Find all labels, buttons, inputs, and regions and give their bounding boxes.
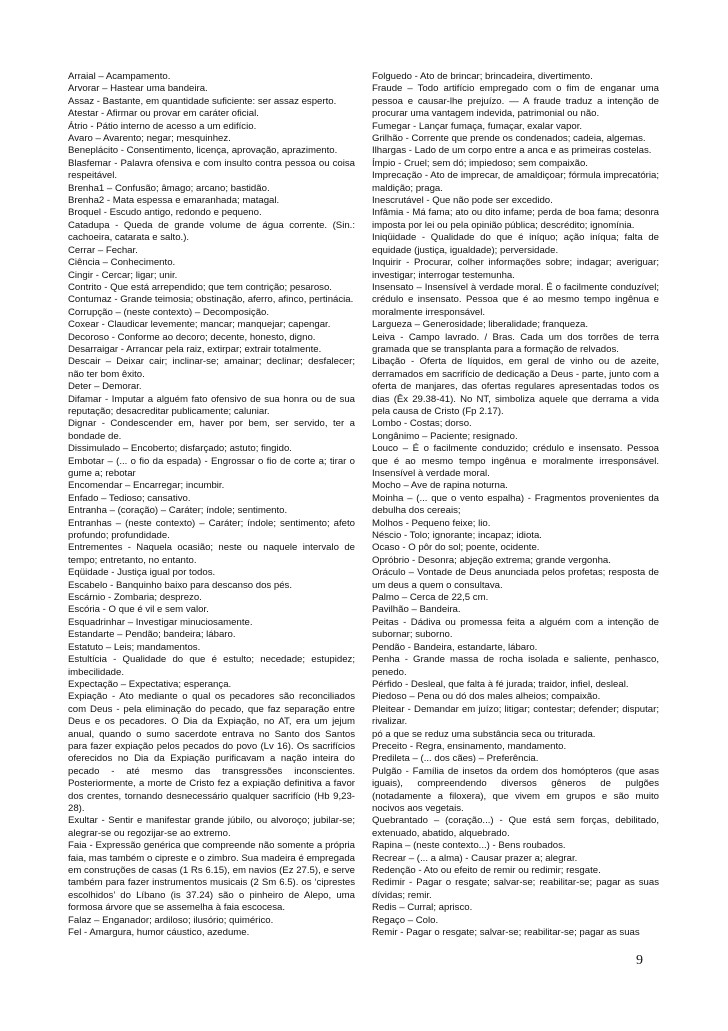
glossary-entry: Inquirir - Procurar, colher informações sobre; indagar; averiguar; investigar; interrogar testemunha. bbox=[372, 257, 659, 281]
glossary-column-left bbox=[68, 71, 355, 939]
glossary-entry: Entranhas – (neste contexto) – Caráter; índole; sentimento; afeto profundo; profundidade. bbox=[68, 517, 355, 542]
glossary-entry: Estultícia - Qualidade do que é estulto; necedade; estupidez; imbecilidade. bbox=[68, 654, 355, 678]
glossary-entry: Decoroso - Conforme ao decoro; decente, honesto, digno. bbox=[68, 331, 316, 343]
glossary-entry: Piedoso – Pena ou dó dos males alheios; compaixão. bbox=[372, 691, 601, 703]
glossary-entry: Pleitear - Demandar em juízo; litigar; contestar; defender; disputar; rivalizar. bbox=[372, 703, 659, 728]
page-number: 9 bbox=[636, 953, 643, 968]
glossary-entry: Descair – Deixar cair; inclinar-se; amainar; declinar; desfalecer; não ter bom êxito. bbox=[68, 356, 355, 380]
glossary-entry: Folguedo - Ato de brincar; brincadeira, divertimento. bbox=[372, 71, 593, 82]
glossary-entry: Fel - Amargura, humor cáustico, azedume. bbox=[68, 927, 250, 939]
glossary-entry: Quebrantado – (coração...) - Que está sem forças, debilitado, extenuado, abatido, alquebrado. bbox=[372, 815, 659, 839]
glossary-entry: Imprecação - Ato de imprecar, de amaldiçoar; fórmula imprecatória; maldição; praga. bbox=[372, 170, 659, 194]
glossary-entry: Ilhargas - Lado de um corpo entre a anca e as primeiras costelas. bbox=[372, 145, 652, 157]
glossary-entry: Insensato – Insensível à verdade moral. É o facilmente conduzível; crédulo e insensato. Pessoa que é ao mesmo tempo ingênua e moralmente irresponsável. bbox=[372, 281, 659, 318]
glossary-entry: Ocaso - O pôr do sol; poente, ocidente. bbox=[372, 542, 540, 554]
glossary-entry: Contrito - Que está arrependido; que tem contrição; pesaroso. bbox=[68, 281, 332, 293]
glossary-entry: Difamar - Imputar a alguém fato ofensivo de sua honra ou de sua reputação; desacreditar publicamente; caluniar. bbox=[68, 393, 355, 417]
glossary-entry: Inescrutável - Que não pode ser excedido. bbox=[372, 195, 553, 207]
glossary-entry: Encomendar – Encarregar; incumbir. bbox=[68, 480, 225, 492]
glossary-entry: Embotar – (... o fio da espada) - Engrossar o fio de corte a; tirar o gume a; rebotar bbox=[68, 455, 355, 479]
glossary-entry: Entrementes - Naquela ocasião; neste ou naquele intervalo de tempo; entretanto, no entanto. bbox=[68, 542, 355, 566]
glossary-entry: Desarraigar - Arrancar pela raiz, extirpar; extrair totalmente. bbox=[68, 343, 322, 355]
glossary-entry: Lombo - Costas; dorso. bbox=[372, 418, 472, 430]
glossary-entry: Expectação – Expectativa; esperança. bbox=[68, 678, 232, 690]
glossary-entry: Louco – É o facilmente conduzido; crédulo e insensato. Pessoa que é ao mesmo tempo ingênua e moralmente irresponsável. Insensível à verdade moral. bbox=[372, 443, 659, 479]
glossary-entry: Assaz - Bastante, em quantidade suficiente: ser assaz esperto. bbox=[68, 95, 337, 107]
glossary-entry: Pérfido - Desleal, que falta à fé jurada; traidor, infiel, desleal. bbox=[372, 678, 629, 690]
glossary-entry: Molhos - Pequeno feixe; lio. bbox=[372, 517, 491, 529]
glossary-entry: Preceito - Regra, ensinamento, mandamento. bbox=[372, 740, 567, 752]
glossary-entry: Esquadrinhar – Investigar minuciosamente. bbox=[68, 616, 253, 628]
glossary-entry: Dissimulado – Encoberto; disfarçado; astuto; fingido. bbox=[68, 443, 292, 455]
glossary-entry: Corrupção – (neste contexto) – Decomposição. bbox=[68, 306, 270, 318]
glossary-entry: Faia - Expressão genérica que compreende não somente a própria faia, mas também o cipreste e o zimbro. Sua madeira é empregada em construções de casas (1 Rs 6.15), em navios (Ez 27.5), e serve também para fazer instrumentos musicais (2 Sm 6.5). os ‘ciprestes escolhidos’ do Líbano (is 37.24) são o pinheiro de Alepo, uma formosa árvore que se assemelha à faia escocesa. bbox=[68, 840, 355, 914]
glossary-entry: Leiva - Campo lavrado. / Bras. Cada um dos torrões de terra gramada que se transplanta para a formação de relvados. bbox=[372, 331, 659, 355]
glossary-entry: Redis – Curral; aprisco. bbox=[372, 902, 473, 914]
glossary-entry: Broquel - Escudo antigo, redondo e pequeno. bbox=[68, 207, 262, 219]
glossary-entry: Néscio - Tolo; ignorante; incapaz; idiota. bbox=[372, 530, 542, 542]
glossary-entry: Deter – Demorar. bbox=[68, 381, 142, 393]
glossary-entry: Ciência – Conhecimento. bbox=[68, 257, 176, 269]
glossary-entry: Pulgão - Família de insetos da ordem dos homópteros (que asas iguais), compreendendo diversos gêneros de pulgões (notadamente a filoxera), que vivem em grupos e são muito nocivos aos vegetais. bbox=[372, 765, 659, 814]
glossary-entry: Ímpio - Cruel; sem dó; impiedoso; sem compaixão. bbox=[372, 157, 588, 169]
glossary-entry: Blasfemar - Palavra ofensiva e com insulto contra pessoa ou coisa respeitável. bbox=[68, 157, 355, 182]
glossary-entry: Cingir - Cercar; ligar; unir. bbox=[68, 269, 178, 281]
glossary-entry: Falaz – Enganador; ardiloso; ilusório; quimérico. bbox=[68, 914, 274, 926]
glossary-entry: Longânimo – Paciente; resignado. bbox=[372, 430, 518, 442]
glossary-entry: Catadupa - Queda de grande volume de água corrente. (Sin.: cachoeira, catarata e salto.). bbox=[68, 219, 355, 244]
glossary-entry: Expiação - Ato mediante o qual os pecadores são reconciliados com Deus - pela eliminação do pecado, que faz separação entre Deus e os pecadores. O Dia da Expiação, no AT, era um jejum anual, quando o sumo sacerdote entrava no Santo dos Santos para fazer expiação pelos pecados do povo (Lv 16). Os sacrifícios oferecidos no Dia da Expiação purificavam a nação inteira do pecado - até mesmo das transgressões inconscientes. Posteriormente, a morte de Cristo fez a expiação definitiva a favor dos crentes, tornando desnecessário qualquer sacrifício (Hb 9,23-28). bbox=[68, 691, 355, 814]
glossary-entry: Arraial – Acampamento. bbox=[68, 71, 171, 82]
glossary-entry: Entranha – (coração) – Caráter; índole; sentimento. bbox=[68, 505, 288, 517]
glossary-entry: Fraude – Todo artifício empregado com o fim de enganar uma pessoa e causar-lhe prejuízo. — A fraude traduz a intenção de procurar uma vantagem indevida, patrimonial ou não. bbox=[372, 83, 659, 120]
glossary-entry: Oráculo – Vontade de Deus anunciada pelos profetas; resposta de um deus a quem o consultava. bbox=[372, 567, 659, 591]
glossary-entry: Remir - Pagar o resgate; salvar-se; reabilitar-se; pagar as suas bbox=[372, 927, 640, 939]
glossary-entry: Escória - O que é vil e sem valor. bbox=[68, 604, 209, 616]
glossary-entry: Atestar - Afirmar ou provar em caráter oficial. bbox=[68, 108, 259, 120]
glossary-entry: Regaço – Colo. bbox=[372, 914, 439, 926]
glossary-entry: Arvorar – Hastear uma bandeira. bbox=[68, 83, 208, 95]
glossary-entry: Enfado – Tedioso; cansativo. bbox=[68, 492, 191, 504]
glossary-column-right bbox=[372, 71, 659, 939]
glossary-entry: Dignar - Condescender em, haver por bem, ser servido, ter a bondade de. bbox=[68, 418, 355, 442]
glossary-entry: Beneplácito - Consentimento, licença, aprovação, aprazimento. bbox=[68, 145, 338, 157]
glossary-entry: Exultar - Sentir e manifestar grande júbilo, ou alvoroço; jubilar-se; alegrar-se ou regozijar-se ao extremo. bbox=[68, 815, 355, 839]
glossary-entry: Escabelo - Banquinho baixo para descanso dos pés. bbox=[68, 579, 293, 591]
glossary-entry: Contumaz - Grande teimosia; obstinação, aferro, afinco, pertinácia. bbox=[68, 294, 354, 306]
glossary-entry: Peitas - Dádiva ou promessa feita a alguém com a intenção de subornar; suborno. bbox=[372, 616, 659, 641]
glossary-entry: Avaro – Avarento; negar; mesquinhez. bbox=[68, 133, 231, 145]
glossary-entry: Largueza – Generosidade; liberalidade; franqueza. bbox=[372, 319, 589, 331]
glossary-entry: Iniqüidade - Qualidade do que é iníquo; ação iníqua; falta de equidade (justiça, igualdade); perversidade. bbox=[372, 232, 659, 256]
glossary-entry: Fumegar - Lançar fumaça, fumaçar, exalar vapor. bbox=[372, 120, 583, 132]
glossary-entry: Pendão - Bandeira, estandarte, lábaro. bbox=[372, 641, 538, 653]
glossary-entry: Escárnio - Zombaria; desprezo. bbox=[68, 592, 202, 604]
glossary-entry: Penha - Grande massa de rocha isolada e saliente, penhasco, penedo. bbox=[372, 654, 659, 678]
glossary-entry: Brenha1 – Confusão; âmago; arcano; bastidão. bbox=[68, 182, 270, 194]
glossary-entry: Recrear – (... a alma) - Causar prazer a; alegrar. bbox=[372, 852, 578, 864]
glossary-entry: Estatuto – Leis; mandamentos. bbox=[68, 641, 201, 653]
glossary-entry: Coxear - Claudicar levemente; mancar; manquejar; capengar. bbox=[68, 319, 331, 331]
glossary-entry: Redimir - Pagar o resgate; salvar-se; reabilitar-se; pagar as suas dívidas; remir. bbox=[372, 877, 659, 901]
glossary-entry: Redenção - Ato ou efeito de remir ou redimir; resgate. bbox=[372, 865, 601, 876]
glossary-entry: Cerrar – Fechar. bbox=[68, 244, 138, 256]
glossary-entry: Rapina – (neste contexto...) - Bens roubados. bbox=[372, 840, 566, 852]
glossary-entry: Eqüidade - Justiça igual por todos. bbox=[68, 567, 216, 579]
glossary-entry: Opróbrio - Desonra; abjeção extrema; grande vergonha. bbox=[372, 554, 611, 566]
glossary-entry: Palmo – Cerca de 22,5 cm. bbox=[372, 592, 489, 604]
glossary-entry: Átrio - Pátio interno de acesso a um edifício. bbox=[68, 120, 257, 132]
glossary-entry: Grilhão - Corrente que prende os condenados; cadeia, algemas. bbox=[372, 133, 646, 145]
glossary-entry: Predileta – (... dos cães) – Preferência. bbox=[372, 753, 539, 765]
glossary-entry: Libação - Oferta de líquidos, em geral de vinho ou de azeite, derramados em sacrifício de dedicação a Deus - parte, junto com a oferta de manjares, das ofertas regulares apresentadas todos os dias (Êx 29.38-41). No NT, simboliza aquele que derrama a vida pela causa de Cristo (Fp 2.17). bbox=[372, 356, 659, 417]
glossary-entry: pó a que se reduz uma substância seca ou triturada. bbox=[372, 728, 596, 740]
glossary-entry: Infâmia - Má fama; ato ou dito infame; perda de boa fama; desonra imposta por lei ou pela opinião pública; descrédito; ignomínia. bbox=[372, 207, 659, 231]
glossary-entry: Moinha – (... que o vento espalha) - Fragmentos provenientes da debulha dos cereais; bbox=[372, 492, 659, 517]
glossary-entry: Pavilhão – Bandeira. bbox=[372, 604, 461, 616]
glossary-entry: Mocho – Ave de rapina noturna. bbox=[372, 480, 508, 492]
glossary-entry: Brenha2 - Mata espessa e emaranhada; matagal. bbox=[68, 195, 280, 207]
glossary-entry: Estandarte – Pendão; bandeira; lábaro. bbox=[68, 629, 236, 641]
